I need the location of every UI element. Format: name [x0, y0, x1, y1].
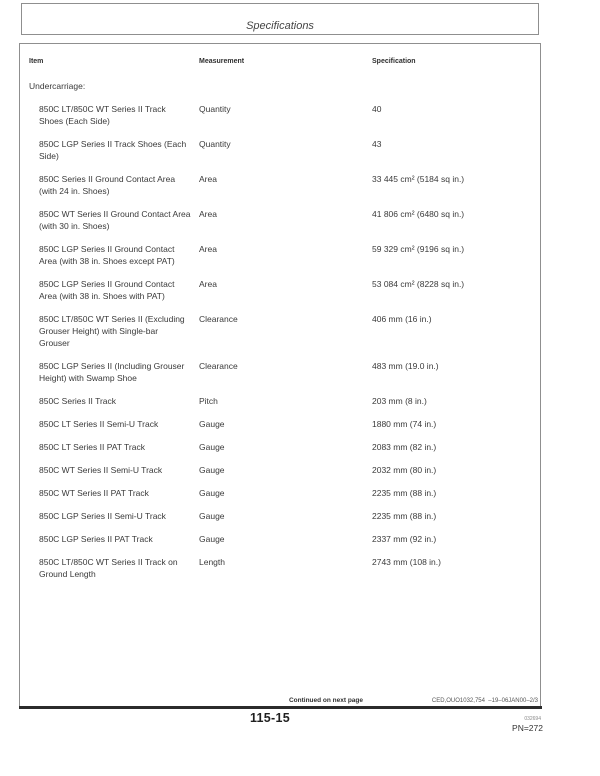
row-specification: 53 084 cm² (8228 sq in.) [372, 279, 465, 289]
row-measurement: Area [199, 279, 217, 289]
row-specification: 483 mm (19.0 in.) [372, 361, 439, 371]
row-specification: 43 [372, 139, 382, 149]
table-row [29, 418, 540, 430]
row-item: 850C WT Series II Semi-U Track [39, 465, 163, 475]
row-specification: 2032 mm (80 in.) [372, 465, 437, 475]
row-item: 850C LGP Series II Ground Contact Area (with 38 in. Shoes with PAT) [39, 279, 175, 301]
row-item: 850C WT Series II Ground Contact Area (with 30 in. Shoes) [39, 209, 191, 231]
continued-note: Continued on next page [288, 697, 364, 704]
page-title: Specifications [246, 20, 314, 32]
row-measurement: Area [199, 174, 217, 184]
row-item: 850C LT Series II PAT Track [39, 442, 145, 452]
row-specification: 2083 mm (82 in.) [372, 442, 437, 452]
row-measurement: Gauge [199, 442, 225, 452]
table-row [29, 360, 540, 384]
row-item: 850C WT Series II PAT Track [39, 488, 149, 498]
row-measurement: Pitch [199, 396, 218, 406]
row-measurement: Gauge [199, 419, 225, 429]
row-specification: 2743 mm (108 in.) [372, 557, 441, 567]
row-item: 850C LGP Series II PAT Track [39, 534, 153, 544]
row-item: 850C Series II Track [39, 396, 117, 406]
row-specification: 406 mm (16 in.) [372, 314, 432, 324]
page-header-box [21, 3, 539, 35]
table-row [29, 395, 540, 407]
row-measurement: Gauge [199, 534, 225, 544]
row-item: 850C LGP Series II Track Shoes (Each Side) [39, 139, 187, 161]
row-measurement: Gauge [199, 465, 225, 475]
table-row [29, 464, 540, 476]
table-row [29, 138, 540, 162]
row-specification: 33 445 cm² (5184 sq in.) [372, 174, 465, 184]
table-row [29, 173, 540, 197]
table-row [29, 103, 540, 127]
table-row [29, 487, 540, 499]
row-specification: 2235 mm (88 in.) [372, 488, 437, 498]
col-header-item: Item [29, 58, 44, 65]
row-item: 850C LGP Series II Ground Contact Area (with 38 in. Shoes except PAT) [39, 244, 175, 266]
row-specification: 203 mm (8 in.) [372, 396, 427, 406]
table-header-row [29, 57, 540, 66]
row-item: 850C LGP Series II (Including Grouser Height) with Swamp Shoe [39, 361, 185, 383]
page-number: 115-15 [249, 711, 291, 725]
spec-table-box [19, 43, 541, 707]
row-specification: 1880 mm (74 in.) [372, 419, 437, 429]
table-row [29, 313, 540, 349]
row-item: 850C Series II Ground Contact Area (with 24 in. Shoes) [39, 174, 176, 196]
print-code: 032694 [524, 716, 541, 722]
row-item: 850C LT/850C WT Series II Track Shoes (Each Side) [39, 104, 166, 126]
row-specification: 40 [372, 104, 382, 114]
table-row [29, 243, 540, 267]
doc-code: CED,OUO1032,754 –19–06JAN00–2/3 [431, 698, 538, 704]
pn-code: PN=272 [512, 723, 543, 733]
table-body [29, 103, 540, 580]
row-measurement: Quantity [199, 104, 231, 114]
row-specification: 59 329 cm² (9196 sq in.) [372, 244, 465, 254]
row-measurement: Area [199, 209, 217, 219]
row-item: 850C LT/850C WT Series II Track on Ground Length [39, 557, 178, 579]
row-specification: 2235 mm (88 in.) [372, 511, 437, 521]
section-label-undercarriage: Undercarriage: [29, 81, 86, 91]
table-row [29, 278, 540, 302]
bottom-rule [19, 706, 542, 709]
row-measurement: Length [199, 557, 225, 567]
col-header-specification: Specification [372, 58, 416, 65]
row-measurement: Gauge [199, 488, 225, 498]
row-item: 850C LT/850C WT Series II (Excluding Grouser Height) with Single-bar Grouser [39, 314, 185, 348]
row-item: 850C LGP Series II Semi-U Track [39, 511, 166, 521]
row-specification: 41 806 cm² (6480 sq in.) [372, 209, 465, 219]
row-measurement: Gauge [199, 511, 225, 521]
row-measurement: Clearance [199, 314, 238, 324]
table-row [29, 556, 540, 580]
table-row [29, 208, 540, 232]
row-measurement: Clearance [199, 361, 238, 371]
row-measurement: Quantity [199, 139, 231, 149]
row-specification: 2337 mm (92 in.) [372, 534, 437, 544]
row-item: 850C LT Series II Semi-U Track [39, 419, 159, 429]
col-header-measurement: Measurement [199, 58, 245, 65]
row-measurement: Area [199, 244, 217, 254]
table-row [29, 510, 540, 522]
table-row [29, 441, 540, 453]
table-row [29, 533, 540, 545]
